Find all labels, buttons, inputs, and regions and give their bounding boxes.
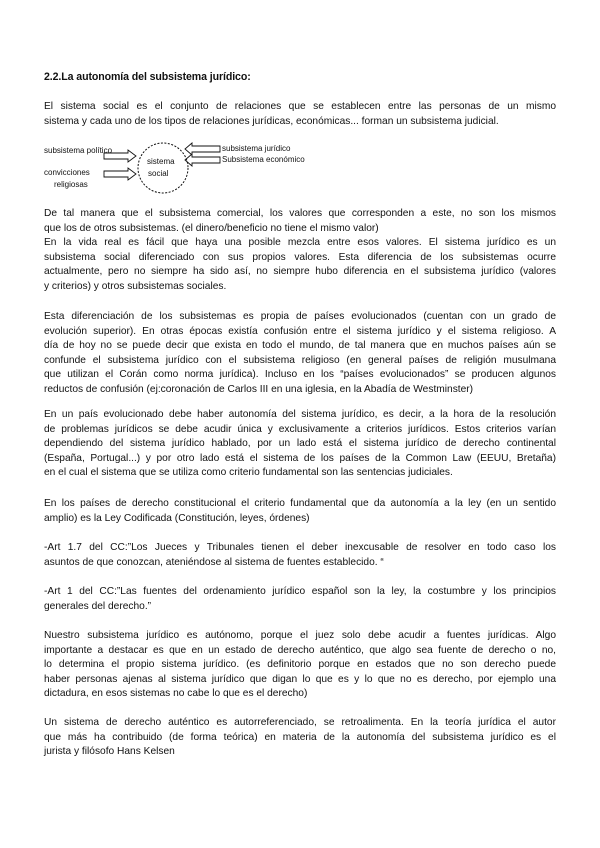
text-line: dependiendo del sistema jurídico hablado, por un lado está el sistema jurídico de derecho continental — [44, 438, 556, 449]
text-line: En un país evolucionado debe haber autonomía del sistema jurídico, es decir, a la hora de la resolución — [44, 409, 556, 420]
text-line: que utilizan el Corán como norma jurídica). Incluso en los “países evolucionados” se producen algunos — [44, 369, 556, 380]
arrow-juridical-icon — [185, 143, 220, 155]
label-juridical: subsistema jurídico — [222, 144, 291, 153]
paragraph-4 — [44, 408, 556, 481]
paragraph-6 — [44, 629, 556, 702]
section-heading: 2.2.La autonomía del subsistema jurídico: — [44, 71, 251, 83]
text-line: generales del derecho.” — [44, 600, 152, 612]
text-line: En los países de derecho constitucional el criterio fundamental que da autonomía a la ley (en un sentido — [44, 498, 556, 509]
text-line: en el cual el sistema que se utiliza como criterio fundamental son las sentencias judiciales. — [44, 467, 453, 478]
text-line: En la vida real es fácil que haya una posible mezcla entre esos valores. El sistema jurídico es un — [44, 237, 556, 248]
text-line: importante a destacar es que en un estado de derecho auténtico, que algo sea fuente de derecho o no, — [44, 644, 556, 656]
text-line: Un sistema de derecho auténtico es autorreferenciado, se retroalimenta. En la teoría jurídica el autor — [44, 717, 556, 728]
paragraph-article-1 — [44, 585, 556, 614]
label-convictions: convicciones — [44, 168, 90, 177]
text-line: asuntos de que conozcan, ateniéndose al sistema de fuentes establecido. “ — [44, 556, 384, 568]
text-line: subsistema social diferenciado con sus propios valores. Esta diferencia de los subsistemas ocurre — [44, 251, 556, 263]
social-system-diagram — [44, 140, 364, 198]
label-religious: religiosas — [54, 180, 88, 189]
text-line: y criterios) y otros subsistemas sociales. — [44, 280, 227, 292]
text-line: de problemas jurídicos se debe acudir única y exclusivamente a criterios jurídicos. Estos criterios varían — [44, 423, 556, 435]
text-line: -Art 1 del CC:”Las fuentes del ordenamiento jurídico español son la ley, la costumbre y los principios — [44, 586, 556, 597]
text-line: confunde el subsistema jurídico con el subsistema religioso (en general países de religión musulmana — [44, 354, 556, 366]
text-line: sistema y cada uno de los tipos de relaciones jurídicas, económicas... forman un subsistema judicial. — [44, 115, 499, 127]
paragraph-2 — [44, 207, 556, 294]
label-social: social — [148, 169, 169, 178]
text-line: jurista y filósofo Hans Kelsen — [44, 746, 175, 757]
paragraph-1 — [44, 100, 556, 129]
system-circle — [138, 143, 188, 193]
paragraph-3 — [44, 310, 556, 397]
text-line: día de hoy no se puede decir que exista en todo el mundo, de tal manera que en muchos países aún se — [44, 340, 556, 351]
paragraph-article-1-7 — [44, 541, 556, 570]
text-line: reductos de confusión (ej:coronación de Carlos III en una iglesia, en la Abadía de Westminster) — [44, 383, 474, 395]
text-line: (España, Portugal...) y por otro lado está el sistema de los países de la Common Law (EEUU, Bretaña) — [44, 452, 556, 464]
text-line: evolución superior). En otras épocas existía confusión entre el sistema jurídico y el sistema religioso. A — [44, 325, 556, 337]
text-line: Esta diferenciación de los subsistemas es propia de países evolucionados (cuentan con un grado de — [44, 311, 556, 322]
paragraph-7 — [44, 716, 556, 760]
arrow-religious-icon — [104, 168, 136, 180]
text-line: que los de otros subsistemas. (el dinero/beneficio no tiene el mismo valor) — [44, 222, 379, 234]
paragraph-5 — [44, 497, 556, 526]
text-line: De tal manera que el subsistema comercial, los valores que corresponden a este, no son los mismos — [44, 208, 556, 219]
text-line: haber personas ajenas al sistema jurídico que digan lo que es y lo que no es derecho, por ejemplo una — [44, 673, 556, 685]
text-line: Nuestro subsistema jurídico es autónomo, porque el juez solo debe acudir a fuentes jurídicas. Algo — [44, 630, 556, 641]
text-line: -Art 1.7 del CC:”Los Jueces y Tribunales tienen el deber inexcusable de resolver en todo caso los — [44, 542, 556, 553]
text-line: amplio) es la Ley Codificada (Constitución, leyes, órdenes) — [44, 512, 310, 524]
text-line: que más ha contribuido (de forma teórica) en materia de la autonomía del subsistema jurídico es el — [44, 731, 556, 743]
label-economic: Subsistema económico — [222, 155, 305, 164]
text-line: dictadura, en esos sistemas no cabe lo que es el derecho) — [44, 688, 308, 699]
text-line: lo determina el propio sistema jurídico. (es definitorio porque en estados que no son derecho puede — [44, 659, 556, 670]
text-line: El sistema social es el conjunto de relaciones que se establecen entre las personas de un mismo — [44, 101, 556, 112]
label-political: subsistema político — [44, 146, 113, 155]
label-system: sistema — [147, 157, 175, 166]
arrow-economic-icon — [185, 154, 220, 166]
text-line: actualmente, pero no siempre ha sido así, no siempre hubo diferencia en el subsistema jurídico (valores — [44, 266, 556, 277]
